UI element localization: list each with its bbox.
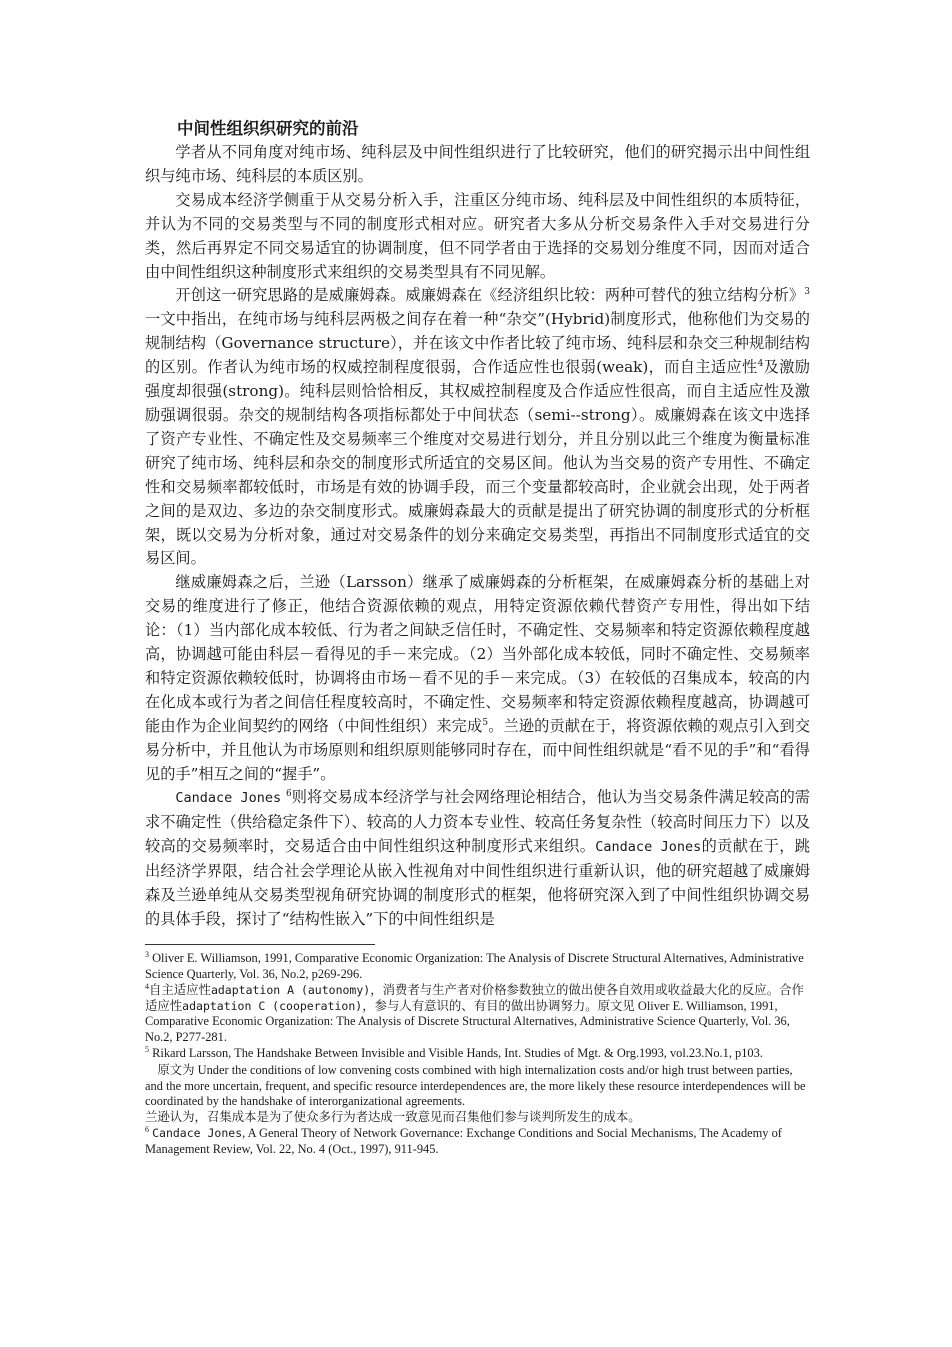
footnote-5-text: Rikard Larsson, The Handshake Between Invisible and Visible Hands, Int. Studies of Mgt. & Org.1993, vol.23.No.1, p103. xyxy=(152,1046,763,1061)
paragraph-3-text-c: 及激励强度却很强(strong)。纯科层则恰恰相反，其权威控制程度及合作适应性很高，而自主适应性及激励强调很弱。杂交的规制结构各项指标都处于中间状态（semi--strong）。威廉姆森在该文中选择了资产专业性、不确定性及交易频率三个维度对交易进行划分，并且分别以此三个维度为衡量标准研究了纯市场、纯科层和杂交的制度形式所适宜的交易区间。他认为当交易的资产专用性、不确定性和交易频率都较低时，市场是有效的协调手段，而三个变量都较高时，企业就会出现，处于两者之间的是双边、多边的杂交制度形式。威廉姆森最大的贡献是提出了研究协调的制度形式的分析框架，既以交易为分析对象，通过对交易条件的划分来确定交易类型，再指出不同制度形式适宜的交易区间。 xyxy=(145,358,810,568)
footnote-5-number: 5 xyxy=(145,1045,149,1055)
footnote-divider xyxy=(145,944,375,945)
footnote-6 xyxy=(145,1126,810,1157)
section-title: 中间性组织织研究的前沿 xyxy=(177,119,359,138)
footnote-3-text: Oliver E. Williamson, 1991, Comparative Economic Organization: The Analysis of Discrete Structural Alternatives, Administrative Science Quarterly, Vol. 36, No.2, p269-296. xyxy=(145,950,804,981)
paragraph-3-text-a: 开创这一研究思路的是威廉姆森。威廉姆森在《经济组织比较：两种可替代的独立结构分析》 xyxy=(175,286,805,305)
footnote-6-number: 6 xyxy=(145,1125,149,1135)
footnote-3-number: 3 xyxy=(145,949,149,959)
footnote-4-number: 4 xyxy=(145,981,149,991)
paragraph-4-text-b: 。兰逊的贡献在于，将资源依赖的观点引入到交易分析中，并且他认为市场原则和组织原则能够同时存在，而中间性组织就是“看不见的手”和“看得见的手”相互之间的“握手”。 xyxy=(145,716,811,783)
author-name: Candace Jones xyxy=(175,790,282,807)
footnote-6-text: , A General Theory of Network Governance: Exchange Conditions and Social Mechanisms, The Academy of Management Review, Vol. 22, No. 4 (Oct., 1997), 911-945. xyxy=(145,1126,782,1157)
paragraph-2 xyxy=(145,189,810,285)
author-name-2: Candace Jones xyxy=(595,839,702,856)
paragraph-1-text: 学者从不同角度对纯市场、纯科层及中间性组织进行了比较研究，他们的研究揭示出中间性组织与纯市场、纯科层的本质区别。 xyxy=(145,143,810,185)
footnote-ref-6[interactable]: 6 xyxy=(286,789,292,800)
footnote-4-term-c: adaptation C (cooperation) xyxy=(182,998,363,1013)
page-body xyxy=(145,116,810,1159)
footnote-4 xyxy=(145,983,810,1045)
footnote-3 xyxy=(145,951,810,982)
paragraph-1 xyxy=(145,141,810,189)
paragraph-5-text-a: 则将交易成本经济学与社会网络理论相结合，他认为当交易条件满足较高的需求不确定性（供给稳定条件下）、较高的人力资本专业性、较高任务复杂性（较高时间压力下）以及较高的交易频率时，交易适合由中间性组织这种制度形式来组织。 xyxy=(145,788,810,856)
footnotes xyxy=(145,951,810,1158)
paragraph-3 xyxy=(145,284,810,571)
footnote-4-text-e: ，参与人有意识的、有目的做出协调努力。原文见 Oliver E. Williamson, 1991, Comparative Economic Organization: The Analysis of Discrete Structural Alternatives, Administrative Science Quarterly, Vol. 36, No.2, P277-281. xyxy=(145,998,790,1044)
paragraph-5 xyxy=(145,786,810,931)
paragraph-4-text-a: 继威廉姆森之后，兰逊（Larsson）继承了威廉姆森的分析框架，在威廉姆森分析的基础上对交易的维度进行了修正，他结合资源依赖的观点，用特定资源依赖代替资产专用性，得出如下结论：（1）当内部化成本较低、行为者之间缺乏信任时，不确定性、交易频率和特定资源依赖程度越高，协调越可能由科层－看得见的手－来完成。（2）当外部化成本较低，同时不确定性、交易频率和特定资源依赖较低时，协调将由市场－看不见的手－来完成。（3）在较低的召集成本，较高的内在化成本或行为者之间信任程度较高时，不确定性、交易频率和特定资源依赖程度越高，协调越可能由作为企业间契约的网络（中间性组织）来完成 xyxy=(145,573,810,735)
footnote-5-original: 原文为 Under the conditions of low convening costs combined with high internalization costs and/or high trust between parties, and the more uncertain, frequent, and specific resource interdependences are, the more likely these resource interdependences will be coordinated by the handshake of interorganizational agreements. xyxy=(145,1063,806,1109)
footnote-ref-5[interactable]: 5 xyxy=(482,717,489,728)
footnote-4-text-a: 自主适应性 xyxy=(149,983,211,998)
footnote-ref-4[interactable]: 4 xyxy=(757,359,764,370)
footnote-4-text-c: ，消费者与生产者对价格参数独立的做出使各自效用或收益最大化的反应。合作适应性 xyxy=(145,983,804,1013)
footnote-5-explanation: 兰逊认为，召集成本是为了使众多行为者达成一致意见而召集他们参与谈判所发生的成本。 xyxy=(145,1109,641,1124)
paragraph-4 xyxy=(145,571,810,786)
paragraph-3-text-b: 一文中指出，在纯市场与纯科层两极之间存在着一种“杂交”(Hybrid)制度形式，他称他们为交易的规制结构（Governance structure），并在该文中作者比较了纯市场、纯科层和杂交三种规制结构的区别。作者认为纯市场的权威控制程度很弱，合作适应性也很弱(weak)，而自主适应性 xyxy=(145,310,810,377)
paragraph-2-text: 交易成本经济学侧重于从交易分析入手，注重区分纯市场、纯科层及中间性组织的本质特征，并认为不同的交易类型与不同的制度形式相对应。研究者大多从分析交易条件入手对交易进行分类，然后再界定不同交易适宜的协调制度，但不同学者由于选择的交易划分维度不同，因而对适合由中间性组织这种制度形式来组织的交易类型具有不同见解。 xyxy=(145,190,810,281)
paragraph-5-text-b: 的贡献在于，跳出经济学界限，结合社会学理论从嵌入性视角对中间性组织进行重新认识，他的研究超越了威廉姆森及兰逊单纯从交易类型视角研究协调的制度形式的框架，他将研究深入到了中间性组织协调交易的具体手段，探讨了“结构性嵌入”下的中间性组织是 xyxy=(145,837,810,928)
footnote-5 xyxy=(145,1046,810,1062)
footnote-6-author: Candace Jones xyxy=(152,1126,243,1141)
footnote-4-term-a: adaptation A (autonomy) xyxy=(210,983,371,998)
footnote-ref-3[interactable]: 3 xyxy=(804,287,810,298)
